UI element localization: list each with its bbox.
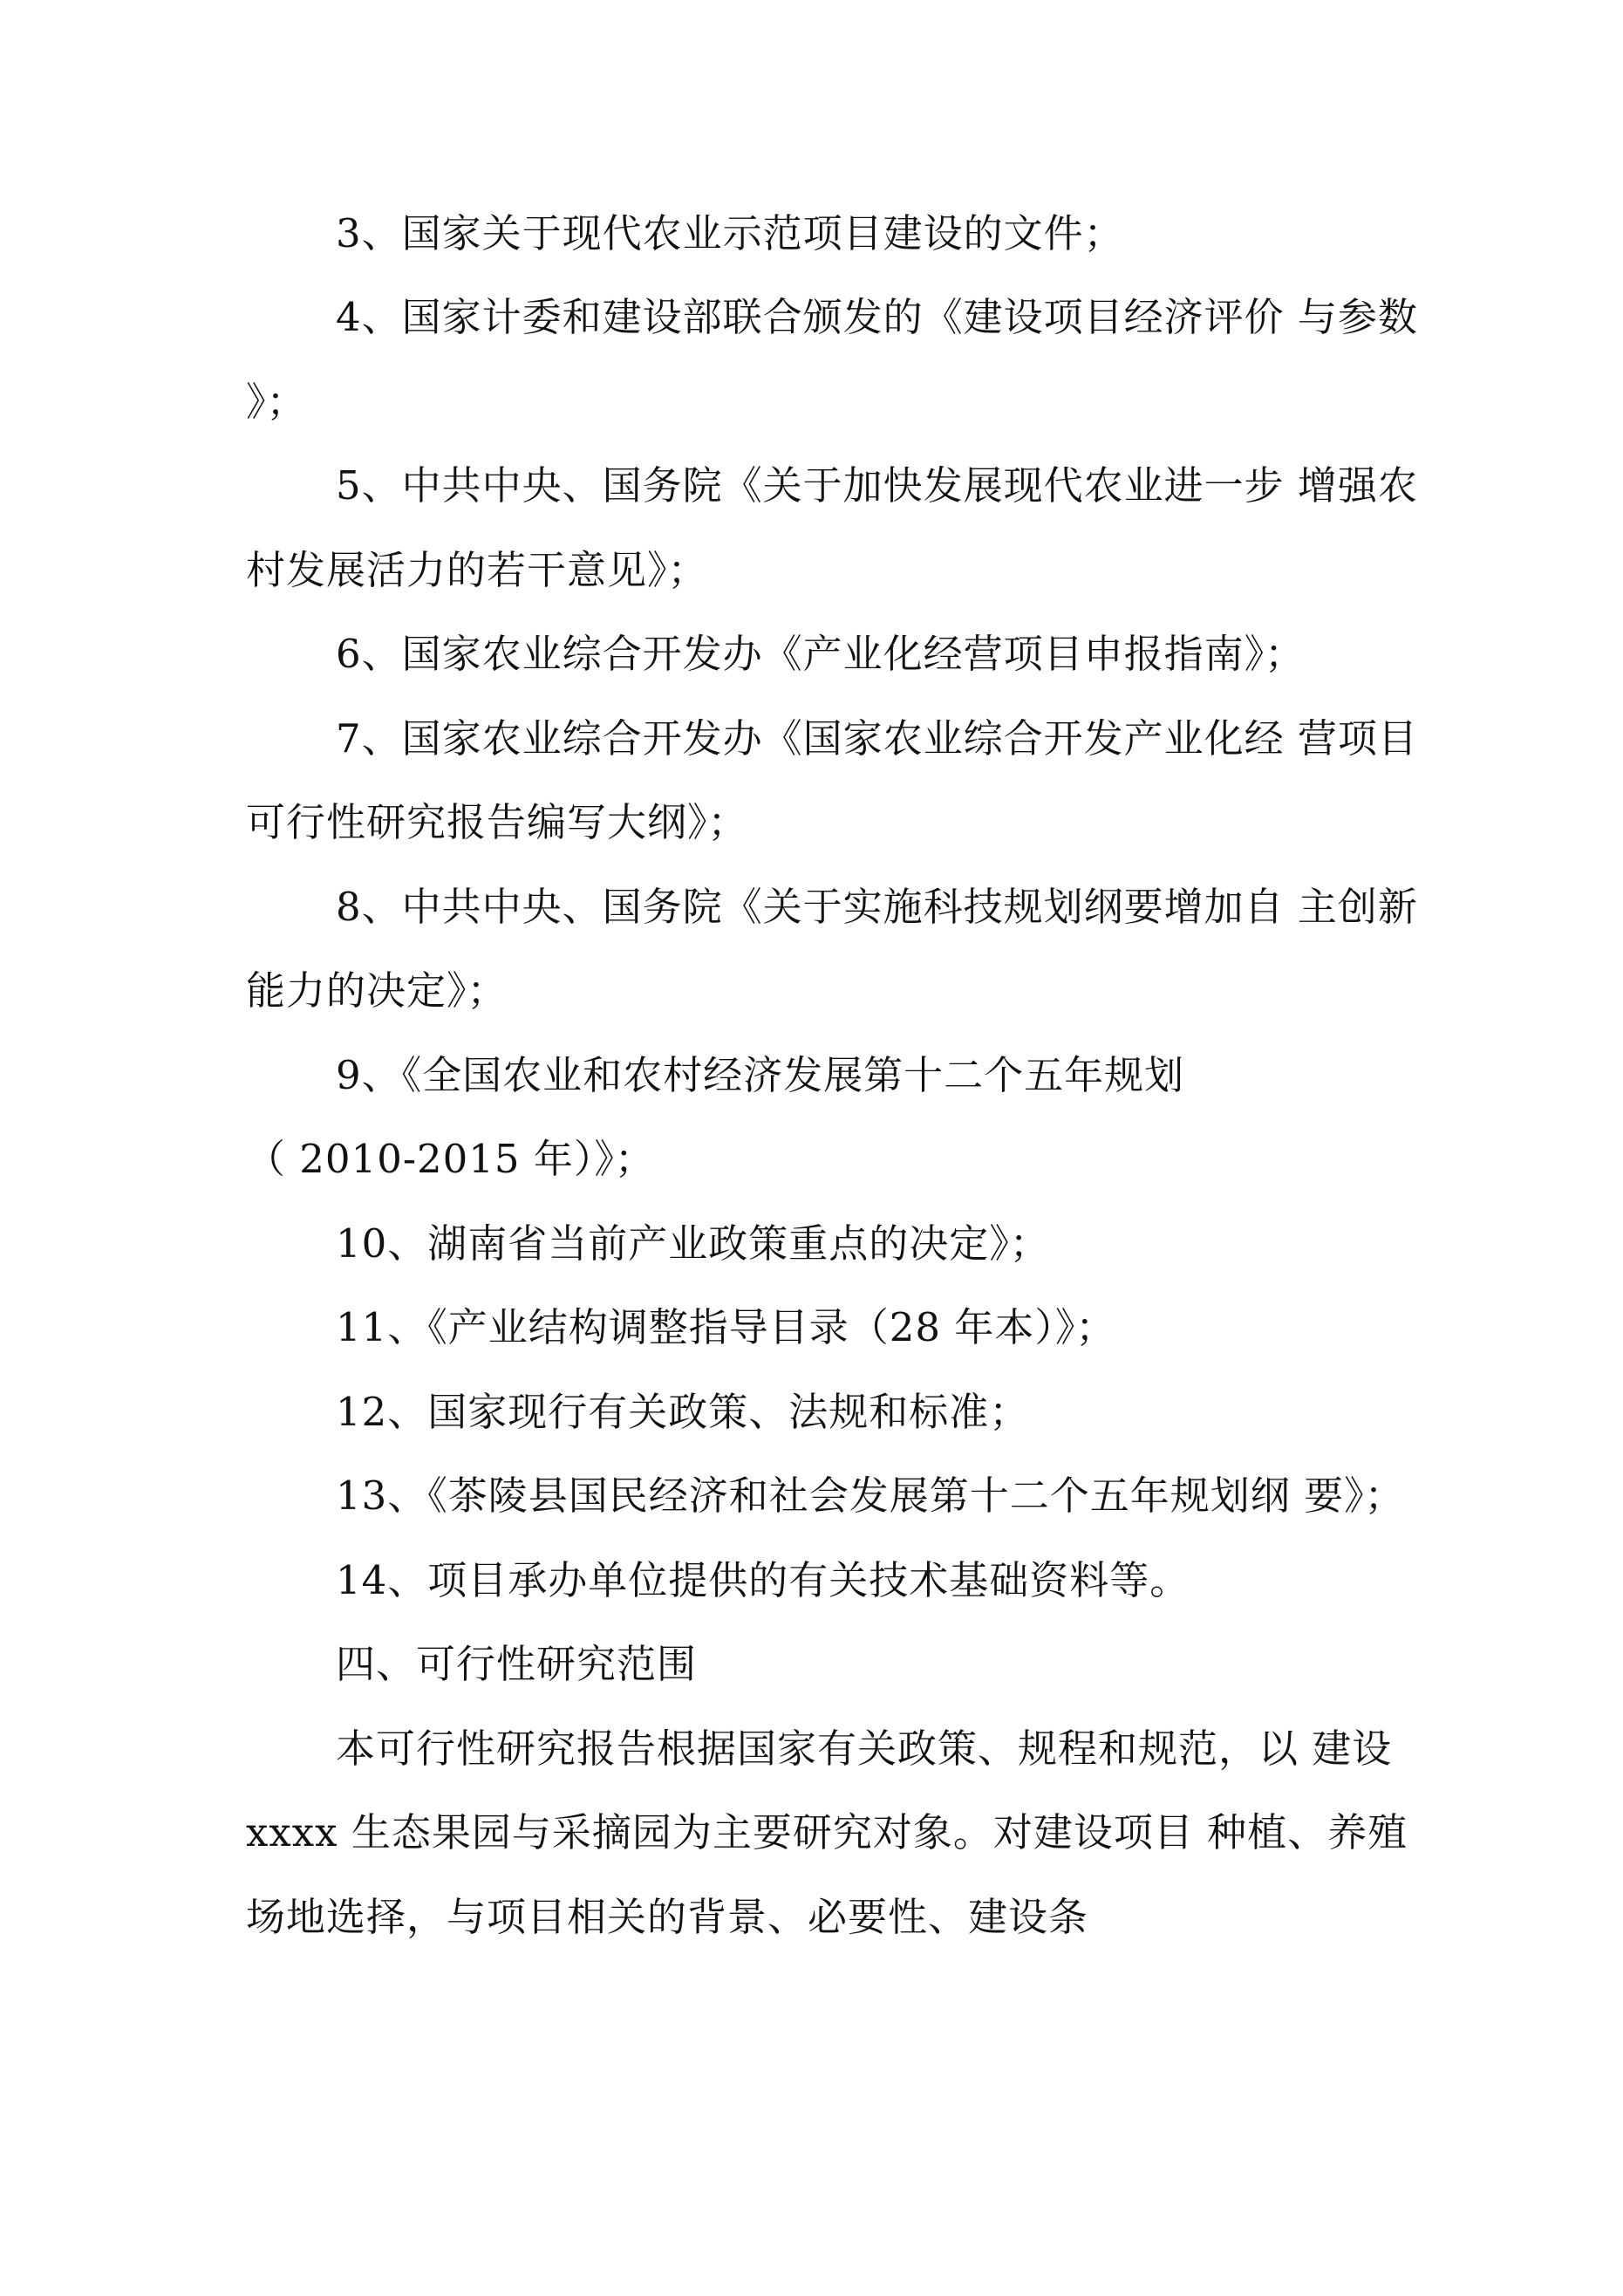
scope-paragraph-line-1: 本可行性研究报告根据国家有关政策、规程和规范，以 建设	[336, 1725, 1393, 1772]
basis-item-11: 11、《产业结构调整指导目录（28 年本）》；	[336, 1304, 1116, 1350]
basis-item-4-cont: 》；	[246, 379, 307, 425]
basis-item-6: 6、国家农业综合开发办《产业化经营项目申报指南》；	[336, 631, 1306, 677]
basis-item-5: 5、中共中央、国务院《关于加快发展现代农业进一步 增强农	[336, 462, 1418, 509]
basis-item-8-cont: 能力的决定》；	[246, 967, 508, 1014]
scope-paragraph-line-2: xxxx 生态果园与采摘园为主要研究对象。对建设项目 种植、养殖	[246, 1809, 1408, 1855]
basis-item-14: 14、项目承办单位提供的有关技术基础资料等。	[336, 1557, 1190, 1603]
basis-item-7-cont: 可行性研究报告编写大纲》；	[246, 799, 748, 845]
basis-item-7: 7、国家农业综合开发办《国家农业综合开发产业化经 营项目	[336, 715, 1418, 762]
section-heading: 四、可行性研究范围	[336, 1641, 698, 1687]
basis-item-9: 9、《全国农业和农村经济发展第十二个五年规划	[336, 1052, 1185, 1098]
scope-paragraph-line-3: 场地选择，与项目相关的背景、必要性、建设条	[246, 1894, 1089, 1940]
basis-item-9-cont: （ 2010-2015 年）》；	[246, 1136, 655, 1182]
basis-item-3: 3、国家关于现代农业示范项目建设的文件；	[336, 210, 1124, 256]
basis-item-12: 12、国家现行有关政策、法规和标准；	[336, 1389, 1030, 1435]
basis-item-4: 4、国家计委和建设部联合颁发的《建设项目经济评价 与参数	[336, 294, 1418, 340]
basis-item-10: 10、湖南省当前产业政策重点的决定》；	[336, 1220, 1050, 1267]
basis-item-5-cont: 村发展活力的若干意见》；	[246, 547, 708, 593]
basis-item-13: 13、《茶陵县国民经济和社会发展第十二个五年规划纲 要》；	[336, 1473, 1405, 1519]
basis-item-8: 8、中共中央、国务院《关于实施科技规划纲要增加自 主创新	[336, 884, 1418, 930]
